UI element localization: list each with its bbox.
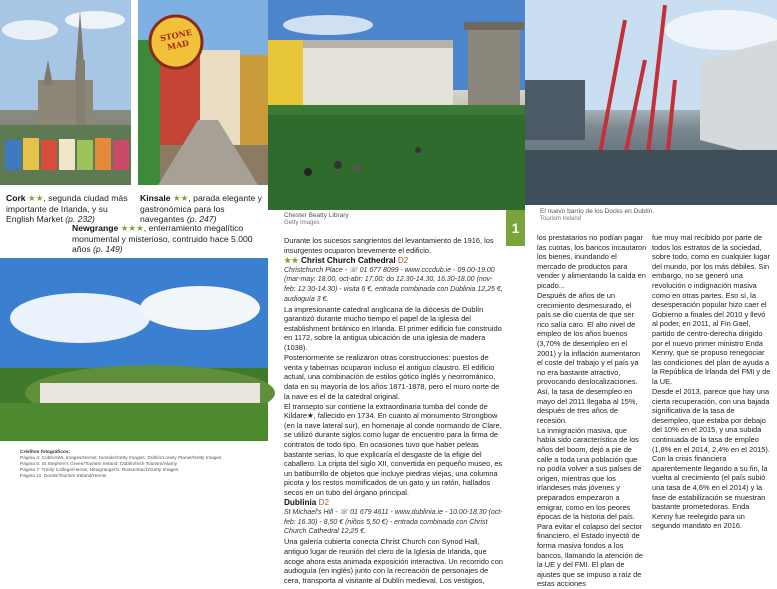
photo-credits-title: Créditos fotográficos:: [20, 450, 71, 455]
photo-credits: [20, 450, 250, 480]
dublin-castle-photo: [268, 0, 525, 219]
col1-paragraph-3: El transepto sur contiene la extraordinaria tumba del conde de Kildare★, fallecido en 1734. En cuanto al monumento Strongbow (en la nave lateral sur), en homenaje al conde normando de Clare, se utilizó durante siglos como lugar de encuentro para la firma de contratos de todo tipo. En ocasiones tuvo que haber peleas bastante serias, lo que explicaría el desgaste de la efigie del caballero. La cripta del siglo XII, convertida en pequeño museo, es un batiburrillo de objetos que incluye piedras viejas, una columna picota y los restos momificados de un gato y un ratón, hallados secos en un tubo del órgano principal.: [284, 401, 503, 497]
newgrange-illustration: [0, 258, 268, 441]
col2-paragraph-1: los prestatarios no podían pagar las cuotas, los bancos incautaron los bienes, inundando el mercado de productos para vender y alimentando la caída en picado...: [537, 233, 647, 290]
col1-paragraph-2: Posteriormente se realizaron otras construcciones: puestos de venta y tabernas ocuparon incluso el antiguo claustro. El edificio actual, una combinación de estilos gótico inglés y neorrománico, data en su mayoría de los años 1871-1878, pero el muro norte de la nave es el de la catedral original.: [284, 353, 500, 401]
kinsale-caption-stars: ★★: [172, 193, 189, 203]
docks-photo-caption: El nuevo barrio de los Docks en Dublín.: [540, 208, 655, 215]
col2-paragraph-2: Después de años de un crecimiento desmesurado, el país se dio cuenta de que ser rico salía caro. El alto nivel de empleo de los años buenos (3,70% de desempleo en el 2001) y la inflación aumentaron el coste del trabajo y el país ya no era bastante atractivo, provocando deslocalizaciones. Así, la tasa de desempleo en mayo del 2011 llegaba al 15%, después de tres años de recesión.: [537, 291, 641, 425]
cork-caption-stars: ★★: [27, 193, 44, 203]
kinsale-caption-page: (p. 247): [186, 214, 217, 224]
docks-photo: [525, 0, 777, 205]
newgrange-caption-page: (p. 149): [93, 244, 123, 254]
cork-caption: [6, 193, 131, 225]
col3-paragraph-1: fue muy mal recibido por parte de todos los estratos de la sociedad, sobre todo, como en cualquier lugar del mundo, por los más débiles. Sin embargo, no se generó una revolución o indignación masiva como en otras partes. Eso sí, la desesperación popular hizo caer el Gobierno a finales del 2010 y llevó al poder, en 2011, al Fin Gael, partido de centro-derecha dirigido por el nuevo primer ministro Enda Kenny, que se propuso renegociar las condiciones del plan de ayuda a la República de Irlanda del FMI y de la UE.: [652, 233, 771, 386]
col1-paragraph-4: Una galería cubierta conecta Christ Church con Synod Hall, antiguo lugar de reunión del clero de la Iglesia de Irlanda, que acoge ahora esta animada exposición interactiva. Un recorrido con audioguía (en inglés) junto con la recreación de personajes de cera, transporta al visitante al Dublín medieval. Los vestigios,: [284, 537, 503, 585]
cork-photo: [0, 0, 131, 185]
castle-photo-caption: Chester Beatty Library: [284, 212, 349, 219]
christ-church-title: Christ Church Cathedral: [300, 255, 396, 265]
christ-church-grid-code: D2: [397, 255, 409, 265]
newgrange-caption-text: , enterramiento megalítico monumental y misterioso, contruido hace 5.000 años: [72, 223, 253, 254]
cork-caption-name: Cork: [6, 193, 26, 203]
castle-photo-credit: Getty Images: [284, 220, 320, 226]
christ-church-heading: [284, 256, 504, 266]
photo-credits-line-1: Página 4: Cobh/AWL Images/Hemis; Kinsale/Getty Images; Dublín/Lonely Planet/Getty Images: [20, 456, 222, 461]
col1-paragraph-1: La impresionante catedral anglicana de la diócesis de Dublín garantizó durante mucho tiempo el papel de la iglesia del establishment británico en Irlanda. El primer edificio fue construido en 1172, sobre la antigua ubicación de una iglesia de madera (1038).: [284, 304, 502, 353]
newgrange-caption-name: Newgrange: [72, 223, 119, 233]
dublinia-info: St Michael's Hill - ☏ 01 679 4611 - www.dublinia.ie - 10.00-18.30 (oct-feb: 16.30) - 8,50 € (niños 5,50 €) - entrada combinada con Christ Church Cathedral 12,25 €.: [284, 509, 503, 536]
page-number-tab: 1: [506, 210, 525, 246]
text-column-3: [652, 233, 772, 531]
text-column-2: [537, 233, 647, 589]
photo-credits-line-4: Página 11: Docks/Tourism Ireland/Hemis: [20, 474, 107, 479]
cork-caption-text: , segunda ciudad más importante de Irlanda, y su English Market: [6, 193, 128, 224]
kinsale-caption-name: Kinsale: [140, 193, 171, 203]
dublinia-grid-code: D2: [318, 498, 330, 508]
newgrange-photo: [0, 258, 268, 441]
col1-intro: Durante los sucesos sangrientos del levantamiento de 1916, los insurgentes ocuparon brevemente el edificio.: [284, 236, 494, 255]
cork-caption-page: (p. 232): [65, 214, 95, 224]
newgrange-caption: [72, 223, 262, 255]
col3-paragraph-2: Desde el 2013, parece que hay una cierta recuperación, con una bajada significativa de la tasa de desempleo, que estaba por debajo del 10% en el 2015, y una subida continuada de la tasa de empleo (1,8% en el 2014, 2,4% en el 2015). Con la crisis financiera aparentemente llegando a su fin, la vuelta al crecimiento (el país subió una tasa de 4,6% en el 2014) y la fase de estabilización se muestran bastante prometedoras. Enda Kenny fue reelegido para un segundo mandato en 2016.: [652, 387, 770, 531]
kinsale-caption-text: , parada elegante y gastronómica para los navegantes: [140, 193, 262, 224]
col2-paragraph-3: La inmigración masiva, que había sido característica de los años del boom, dejó a pie de calle a toda una población que no podía volver a sus países de origen, mientras que los irlandeses más jóvenes y preparados empezaron a emigrar, como en los peores épocas de la historia del país. Para evitar el colapso del sector financiero, el Estado inyectó de forma masiva fondos a los bancos, llamando la atención de la UE y del FMI. El plan de ajustes que se impuso a raíz de estas acciones: [537, 425, 644, 589]
kinsale-sign-text: STONE MAD: [159, 26, 193, 53]
kinsale-street-illustration: [138, 0, 268, 185]
dublin-castle-illustration: [268, 0, 525, 210]
christ-church-stars: ★★: [284, 255, 299, 265]
cork-cathedral-illustration: [0, 0, 131, 185]
docks-photo-credit: Tourism Ireland: [540, 216, 582, 222]
docks-illustration: [525, 0, 777, 205]
dublinia-title: Dublinia: [284, 498, 317, 508]
kinsale-photo: [138, 0, 268, 185]
photo-credits-line-2: Página 5: St Stephen's Green/Tourism Ireland; Dublín/Irish Tourism/Alamy: [20, 462, 178, 467]
newgrange-caption-stars: ★★★: [120, 223, 144, 233]
kinsale-caption: [140, 193, 268, 225]
christ-church-info: Christchurch Place - ☏ 01 677 8099 - www.cccdub.ie - 09.00-19.00 (mar-may: 18.00, oct-abr: 17.00; do 12.30-14.30, 16.30-18.00 (nov-feb: 12.30-14.30) - visita 6 €, entrada combinada con Dublinia 12,25 €, audioguía 3 €.: [284, 266, 503, 303]
photo-credits-line-3: Página 7: Trinity College/Hemis; Newgrange/G. Rossenbach/Getty Images: [20, 468, 179, 473]
text-column-1: [284, 236, 504, 586]
dublinia-heading: [284, 498, 504, 508]
